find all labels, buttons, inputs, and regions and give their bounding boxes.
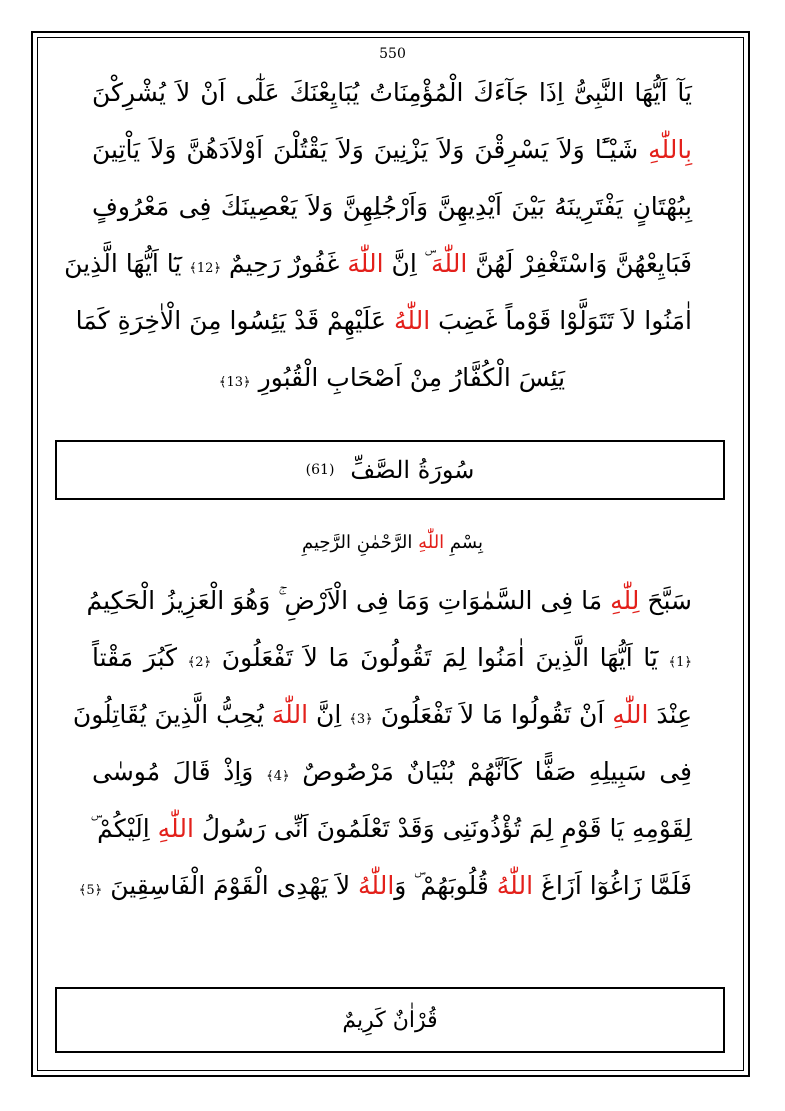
- basmala: [0, 532, 785, 553]
- basmala-suffix: الرَّحْمٰنِ الرَّحِيمِ: [302, 532, 419, 553]
- verse-line: [92, 178, 692, 235]
- ayah-number: ﴿5﴾: [78, 883, 103, 898]
- divine-name: اللّٰهَ: [347, 249, 384, 278]
- ayah-number: ﴿12﴾: [189, 261, 222, 276]
- verse-line: [75, 292, 692, 349]
- sura-title: سُورَةُ الصَّفِّ: [350, 456, 475, 484]
- verses-bottom: [72, 572, 692, 914]
- ayah-number: ﴿4﴾: [266, 769, 290, 784]
- verse-text: يَٓا اَيُّهَا الَّذِينَ اٰمَنُوا لِمَ تَقُولُونَ مَا لاَ تَفْعَلُونَ: [211, 643, 669, 672]
- ayah-number: ﴿2﴾: [187, 655, 212, 670]
- sura-number: (61): [305, 462, 335, 478]
- verse-line: [92, 121, 692, 178]
- divine-name: اللّٰهَ: [431, 249, 468, 278]
- verse-text: ۜ اِنَّ: [383, 249, 432, 278]
- verse-line: [92, 349, 692, 406]
- verse-text: فَلَمَّا زَاغُوٓا اَزَاغَ: [533, 871, 692, 900]
- verse-text: وَاِذْ قَالَ مُوسٰى: [92, 757, 267, 786]
- verse-text: يَئِسَ الْكُفَّارُ مِنْ اَصْحَابِ الْقُبُورِ: [250, 363, 566, 392]
- verse-line: [92, 629, 692, 686]
- divine-name: اللّٰهَ: [271, 700, 309, 729]
- ayah-number: ﴿1﴾: [668, 655, 692, 670]
- verse-text: قُلُوبَهُمْ ۜ وَ: [394, 871, 497, 900]
- verse-text: شَيْـًٔا وَلاَ يَسْرِقْنَ وَلاَ يَزْنِينَ وَلاَ يَقْتُلْنَ اَوْلاَدَهُنَّ وَلاَ يَاْتِينَ: [92, 135, 649, 164]
- verse-line: [78, 857, 692, 914]
- verse-line: [86, 572, 692, 629]
- verse-text: لِقَوْمِهِ يَا قَوْمِ لِمَ تُؤْذُونَنِى وَقَدْ تَعْلَمُونَ اَنِّى رَسُولُ: [193, 814, 692, 843]
- verse-text: فَبَايِعْهُنَّ وَاسْتَغْفِرْ لَهُنَّ: [467, 249, 692, 278]
- divine-name: اللّٰهُ: [393, 306, 431, 335]
- sura-title-box: [55, 440, 725, 500]
- page-number: 550: [379, 46, 406, 62]
- basmala-allah: اللّٰهِ: [418, 532, 445, 553]
- verse-text: اِلَيْكُمْ ۜ: [90, 814, 158, 843]
- verse-text: عِنْدَ: [648, 700, 692, 729]
- divine-name: اللّٰهُ: [496, 871, 534, 900]
- verse-line: [92, 743, 692, 800]
- verse-text: بِبُهْتَانٍ يَفْتَرِينَهُ بَيْنَ اَيْدِيهِنَّ وَاَرْجُلِهِنَّ وَلاَ يَعْصِينَكَ فِى مَعْرُوفٍ: [92, 192, 692, 221]
- divine-name: بِاللّٰهِ: [648, 135, 692, 164]
- verse-text: فِى سَبِيلِهِ صَفًّا كَاَنَّهُمْ بُنْيَانٌ مَرْصُوصٌ: [289, 757, 692, 786]
- ayah-number: ﴿3﴾: [349, 712, 373, 727]
- verse-line: [92, 800, 692, 857]
- divine-name: لِلّٰهِ: [610, 586, 640, 615]
- verse-text: اَنْ تَقُولُوا مَا لاَ تَفْعَلُونَ: [372, 700, 613, 729]
- divine-name: اللّٰهِ: [157, 814, 194, 843]
- verse-text: يُحِبُّ الَّذِينَ يُقَاتِلُونَ: [72, 700, 272, 729]
- verse-text: يَآ اَيُّهَا النَّبِىُّ اِذَا جَآءَكَ الْمُؤْمِنَاتُ يُبَايِعْنَكَ عَلٰٓى اَنْ لاَ يُشْرِكْنَ: [92, 78, 692, 107]
- verse-text: اِنَّ: [308, 700, 350, 729]
- verse-line: [92, 64, 692, 121]
- divine-name: اللّٰهُ: [358, 871, 395, 900]
- verse-line: [72, 686, 692, 743]
- basmala-prefix: بِسْمِ: [444, 532, 483, 553]
- verse-text: كَبُرَ مَقْتاً: [92, 643, 188, 672]
- verse-text: يَٓا اَيُّهَا الَّذِينَ: [64, 249, 190, 278]
- verse-line: [64, 235, 692, 292]
- verse-text: غَفُورٌ رَحِيمٌ: [221, 249, 348, 278]
- verse-text: سَبَّحَ: [639, 586, 692, 615]
- verse-text: اٰمَنُوا لاَ تَتَوَلَّوْا قَوْماً غَضِبَ: [430, 306, 692, 335]
- verse-text: عَلَيْهِمْ قَدْ يَئِسُوا مِنَ الْاٰخِرَةِ كَمَا: [75, 306, 394, 335]
- footer-text: قُرْاٰنٌ كَرِيمٌ: [342, 1007, 438, 1033]
- footer-box: [55, 987, 725, 1053]
- divine-name: اللّٰهِ: [612, 700, 649, 729]
- verse-text: لاَ يَهْدِى الْقَوْمَ الْفَاسِقِينَ: [102, 871, 359, 900]
- verses-top: [64, 64, 692, 406]
- verse-text: مَا فِى السَّمٰوَاتِ وَمَا فِى الْاَرْضِ ۚ وَهُوَ الْعَزِيزُ الْحَكِيمُ: [86, 586, 611, 615]
- ayah-number: ﴿13﴾: [218, 375, 251, 390]
